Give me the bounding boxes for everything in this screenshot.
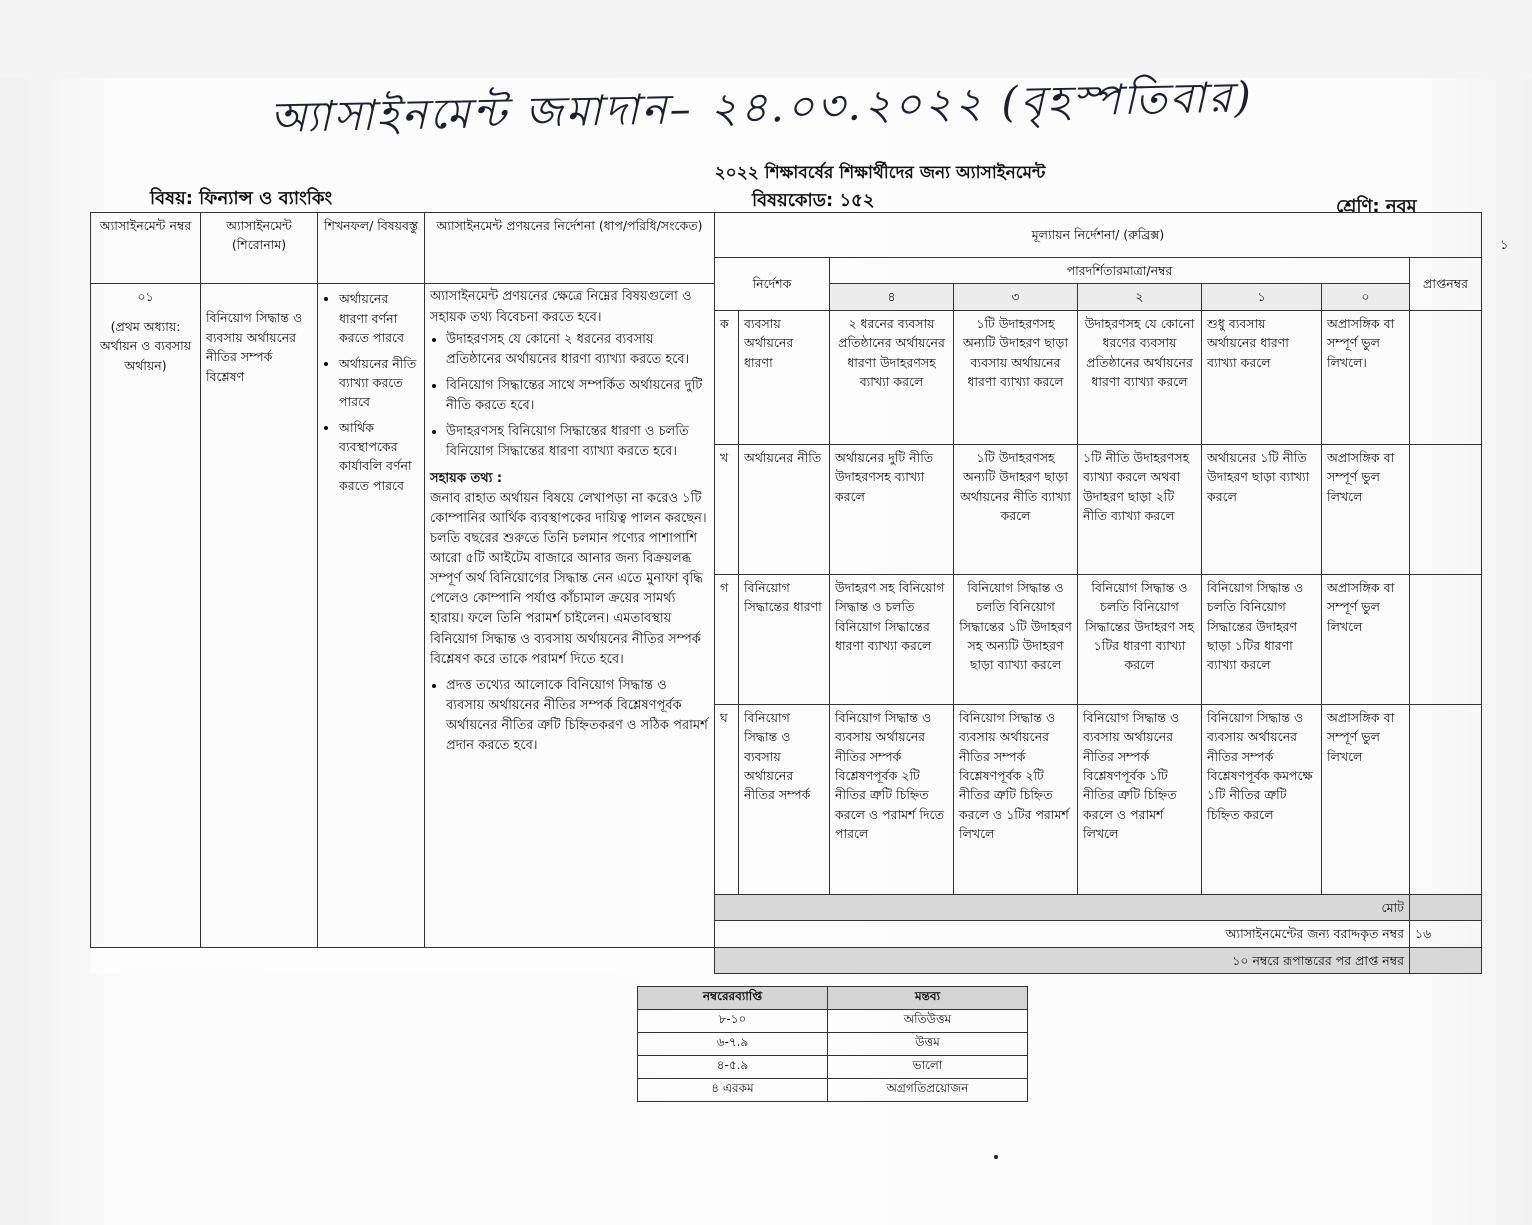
- grade-header-row: [638, 987, 1028, 1010]
- instruction-item: • উদাহরণসহ যে কোনো ২ ধরনের ব্যবসায় প্রতিষ্ঠানের অর্থায়নের ধারণা ব্যাখ্যা করতে হবে।: [446, 330, 709, 370]
- rubric-indicator: অর্থায়নের নীতি: [739, 444, 830, 574]
- rubric-level-0: অপ্রাসঙ্গিক বা সম্পূর্ণ ভুল লিখলে।: [1322, 310, 1410, 444]
- handwritten-note: অ্যাসাইনমেন্ট জমাদান– ২৪.০৩.২০২২ (বৃহস্পতিবার): [269, 72, 1255, 142]
- table-header-row: [91, 213, 1482, 258]
- assignment-no-cell: [91, 284, 201, 947]
- grade-range: ৮-১০: [638, 1010, 828, 1033]
- rubric-obtained: [1410, 574, 1482, 704]
- rubric-level-3: ১টি উদাহরণসহ অন্যটি উদাহরণ ছাড়া ব্যবসায় অর্থায়নের ধারণা ব্যাখ্যা করলে: [954, 310, 1078, 444]
- header-performance-level: পারদর্শিতারমাত্রা/নম্বর: [830, 258, 1410, 284]
- rubric-level-4: অর্থায়নের দুটি নীতি উদাহরণসহ ব্যাখ্যা করলে: [830, 444, 954, 574]
- rubric-level-2: উদাহরণসহ যে কোনো ধরণের ব্যবসায় প্রতিষ্ঠানের অর্থায়নের ধারণা ব্যাখ্যা করলে: [1078, 310, 1202, 444]
- rubric-level-4: বিনিয়োগ সিদ্ধান্ত ও ব্যবসায় অর্থায়নের নীতির সম্পর্ক বিশ্লেষণপূর্বক ২টি নীতির ত্রুটি চিহ্নিত করলে ও পরামর্শ দিতে পারলে: [830, 704, 954, 894]
- assignment-no: ০১: [137, 289, 154, 305]
- rubric-level-2: বিনিয়োগ সিদ্ধান্ত ও চলতি বিনিয়োগ সিদ্ধান্তের উদাহরণ সহ ১টির ধারণা ব্যাখ্যা করলে: [1078, 574, 1202, 704]
- rubric-level-1: অর্থায়নের ১টি নীতি উদাহরণ ছাড়া ব্যাখ্যা করলে: [1202, 444, 1322, 574]
- instruction-item: • উদাহরণসহ বিনিয়োগ সিদ্ধান্তের ধারণা ও চলতি বিনিয়োগ সিদ্ধান্তের ধারণা ব্যাখ্যা করতে হবে।: [446, 422, 709, 462]
- rubric-level-4: ২ ধরনের ব্যবসায় প্রতিষ্ঠানের অর্থায়নের ধারণা উদাহরণসহ ব্যাখ্যা করলে: [830, 310, 954, 444]
- rubric-indicator: বিনিয়োগ সিদ্ধান্ত ও ব্যবসায় অর্থায়নের নীতির সম্পর্ক: [739, 704, 830, 894]
- header-obtained: প্রাপ্তনম্বর: [1410, 258, 1482, 311]
- rubric-level-1: শুধু ব্যবসায় অর্থায়নের ধারণা ব্যাখ্যা করলে: [1202, 310, 1322, 444]
- class-label: শ্রেণি: নবম: [1336, 196, 1417, 217]
- rubric-obtained: [1410, 310, 1482, 444]
- instructions-cell: [425, 284, 715, 947]
- grade-row: [638, 1056, 1028, 1079]
- subject-code-label: বিষয়কোড: ১৫২: [752, 190, 875, 211]
- rubric-level-2: বিনিয়োগ সিদ্ধান্ত ও ব্যবসায় অর্থায়নের নীতির সম্পর্ক বিশ্লেষণপূর্বক ১টি নীতির ত্রুটি চিহ্নিত করলে ও পরামর্শ লিখলে: [1078, 704, 1202, 894]
- rubric-level-1: বিনিয়োগ সিদ্ধান্ত ও চলতি বিনিয়োগ সিদ্ধান্তের উদাহরণ ছাড়া ১টির ধারণা ব্যাখ্যা করলে: [1202, 574, 1322, 704]
- converted-value: [1410, 947, 1482, 973]
- header-learning-outcome: শিখনফল/ বিষয়বস্তু: [318, 213, 425, 284]
- learning-outcome-cell: [318, 284, 425, 947]
- document-heading: ২০২২ শিক্ষাবর্ষের শিক্ষার্থীদের জন্য অ্যাসাইনমেন্ট: [714, 163, 1046, 183]
- grade-range: ৪ এরকম: [638, 1079, 828, 1102]
- subject-label: বিষয়: ফিন্যান্স ও ব্যাংকিং: [150, 188, 333, 209]
- rubric-level-0: অপ্রাসঙ্গিক বা সম্পূর্ণ ভুল লিখলে: [1322, 574, 1410, 704]
- instruction-intro: অ্যাসাইনমেন্ট প্রণয়নের ক্ষেত্রে নিম্নের বিষয়গুলো ও সহায়ক তথ্য বিবেচনা করতে হবে।: [430, 289, 692, 325]
- converted-label: ১০ নম্বরে রূপান্তরের পর প্রাপ্ত নম্বর: [715, 947, 1410, 973]
- rubric-level-4: উদাহরণ সহ বিনিয়োগ সিদ্ধান্ত ও চলতি বিনিয়োগ সিদ্ধান্তের ধারণা ব্যাখ্যা করলে: [830, 574, 954, 704]
- rubric-level-0: অপ্রাসঙ্গিক বা সম্পূর্ণ ভুল লিখলে: [1322, 704, 1410, 894]
- helper-title: সহায়ক তথ্য :: [430, 470, 503, 486]
- rubric-level-0: অপ্রাসঙ্গিক বা সম্পূর্ণ ভুল লিখলে: [1322, 444, 1410, 574]
- edge-fragment: ১: [1500, 238, 1509, 253]
- header-rubric: মূল্যায়ন নির্দেশনা/ (রুব্রিক্স): [715, 213, 1482, 258]
- outcome-item: • অর্থায়নের নীতি ব্যাখ্যা করতে পারবে: [339, 354, 419, 412]
- rubric-obtained: [1410, 444, 1482, 574]
- instruction-item: • বিনিয়োগ সিদ্ধান্তের সাথে সম্পর্কিত অর্থায়নের দুটি নীতি করতে হবে।: [446, 376, 709, 416]
- grade-comment: ভালো: [828, 1056, 1028, 1079]
- level-4-header: ৪: [830, 284, 954, 310]
- rubric-level-1: বিনিয়োগ সিদ্ধান্ত ও ব্যবসায় অর্থায়নের নীতির সম্পর্ক বিশ্লেষণপূর্বক কমপক্ষে ১টি নীতির ত্রুটি চিহ্নিত করলে: [1202, 704, 1322, 894]
- instruction-item: • প্রদত্ত তথ্যের আলোকে বিনিয়োগ সিদ্ধান্ত ও ব্যবসায় অর্থায়নের নীতির সম্পর্ক বিশ্লেষণপূর্বক অর্থায়নের নীতির ত্রুটি চিহ্নিতকরণ ও সঠিক পরামর্শ প্রদান করতে হবে।: [446, 676, 709, 757]
- rubric-obtained: [1410, 704, 1482, 894]
- total-value: [1410, 894, 1482, 920]
- blank-cell: [91, 947, 715, 973]
- rubric-level-3: ১টি উদাহরণসহ অন্যটি উদাহরণ ছাড়া অর্থায়নের নীতি ব্যাখ্যা করলে: [954, 444, 1078, 574]
- allotted-label: অ্যাসাইনমেন্টের জন্য বরাদ্দকৃত নম্বর: [715, 921, 1410, 947]
- assignment-table: [90, 212, 1482, 974]
- grade-row: [638, 1079, 1028, 1102]
- rubric-key: খ: [715, 444, 739, 574]
- grade-header-comment: মন্তব্য: [828, 987, 1028, 1010]
- level-3-header: ৩: [954, 284, 1078, 310]
- header-indicator: নির্দেশক: [715, 258, 830, 311]
- grade-comment: অগ্রগতিপ্রয়োজন: [828, 1079, 1028, 1102]
- header-instructions: অ্যাসাইনমেন্ট প্রণয়নের নির্দেশনা (ধাপ/পরিধি/সংকেত): [425, 213, 715, 284]
- rubric-key: গ: [715, 574, 739, 704]
- rubric-indicator: ব্যবসায় অর্থায়নের ধারণা: [739, 310, 830, 444]
- level-1-header: ১: [1202, 284, 1322, 310]
- header-assignment-no: অ্যাসাইনমেন্ট নম্বর: [91, 213, 201, 284]
- rubric-key: ঘ: [715, 704, 739, 894]
- outcome-item: • অর্থায়নের ধারণা বর্ণনা করতে পারবে: [339, 289, 419, 347]
- grade-table: [637, 986, 1028, 1102]
- grade-row: [638, 1010, 1028, 1033]
- assignment-title-cell: বিনিয়োগ সিদ্ধান্ত ও ব্যবসায় অর্থায়নের নীতির সম্পর্ক বিশ্লেষণ: [201, 284, 318, 947]
- grade-range: ৪-৫.৯: [638, 1056, 828, 1079]
- header-assignment-title: অ্যাসাইনমেন্ট (শিরোনাম): [201, 213, 318, 284]
- assignment-chapter: (প্রথম অধ্যায়: অর্থায়ন ও ব্যবসায় অর্থায়ন): [99, 318, 192, 373]
- helper-text: জনাব রাহাত অর্থায়ন বিষয়ে লেখাপড়া না করেও ১টি কোম্পানির আর্থিক ব্যবস্থাপকের দায়িত্ব পালন করছেন। চলতি বছরের শুরুতে তিনি চলমান পণ্যের পাশাপাশি আরো ৫টি আইটেম বাজারে আনার জন্য বিক্রয়লব্ধ সম্পূর্ণ অর্থ বিনিয়োগের সিদ্ধান্ত নেন এতে মুনাফা বৃদ্ধি পেলেও কোম্পানি পর্যাপ্ত কাঁচামাল ক্রয়ের সামর্থ্য হারায়। ফলে তিনি পরামর্শ চাইলেন। এমতাবস্থায় বিনিয়োগ সিদ্ধান্ত ও ব্যবসায় অর্থায়নের নীতির সম্পর্ক বিশ্লেষণ করে তাকে পরামর্শ দিতে হবে।: [430, 490, 707, 667]
- grade-range: ৬-৭.৯: [638, 1033, 828, 1056]
- scan-speck: [994, 1155, 998, 1159]
- rubric-indicator: বিনিয়োগ সিদ্ধান্তের ধারণা: [739, 574, 830, 704]
- grade-header-range: নম্বরেরব্যাপ্তি: [638, 987, 828, 1010]
- grade-row: [638, 1033, 1028, 1056]
- allotted-value: ১৬: [1410, 921, 1482, 947]
- grade-comment: অতিউত্তম: [828, 1010, 1028, 1033]
- outcome-item: • আর্থিক ব্যবস্থাপকের কার্যাবলি বর্ণনা করতে পারবে: [339, 418, 419, 496]
- grade-comment: উত্তম: [828, 1033, 1028, 1056]
- level-0-header: ০: [1322, 284, 1410, 310]
- rubric-level-3: বিনিয়োগ সিদ্ধান্ত ও চলতি বিনিয়োগ সিদ্ধান্তের ১টি উদাহরণ সহ অন্যটি উদাহরণ ছাড়া ব্যাখ্যা করলে: [954, 574, 1078, 704]
- level-2-header: ২: [1078, 284, 1202, 310]
- converted-row: [91, 947, 1482, 973]
- total-label: মোট: [715, 894, 1410, 920]
- rubric-level-3: বিনিয়োগ সিদ্ধান্ত ও ব্যবসায় অর্থায়নের নীতির সম্পর্ক বিশ্লেষণপূর্বক ২টি নীতির ত্রুটি চিহ্নিত করলে ও ১টির পরামর্শ লিখলে: [954, 704, 1078, 894]
- rubric-level-2: ১টি নীতি উদাহরণসহ ব্যাখ্যা করলে অথবা উদাহরণ ছাড়া ২টি নীতি ব্যাখ্যা করলে: [1078, 444, 1202, 574]
- rubric-key: ক: [715, 310, 739, 444]
